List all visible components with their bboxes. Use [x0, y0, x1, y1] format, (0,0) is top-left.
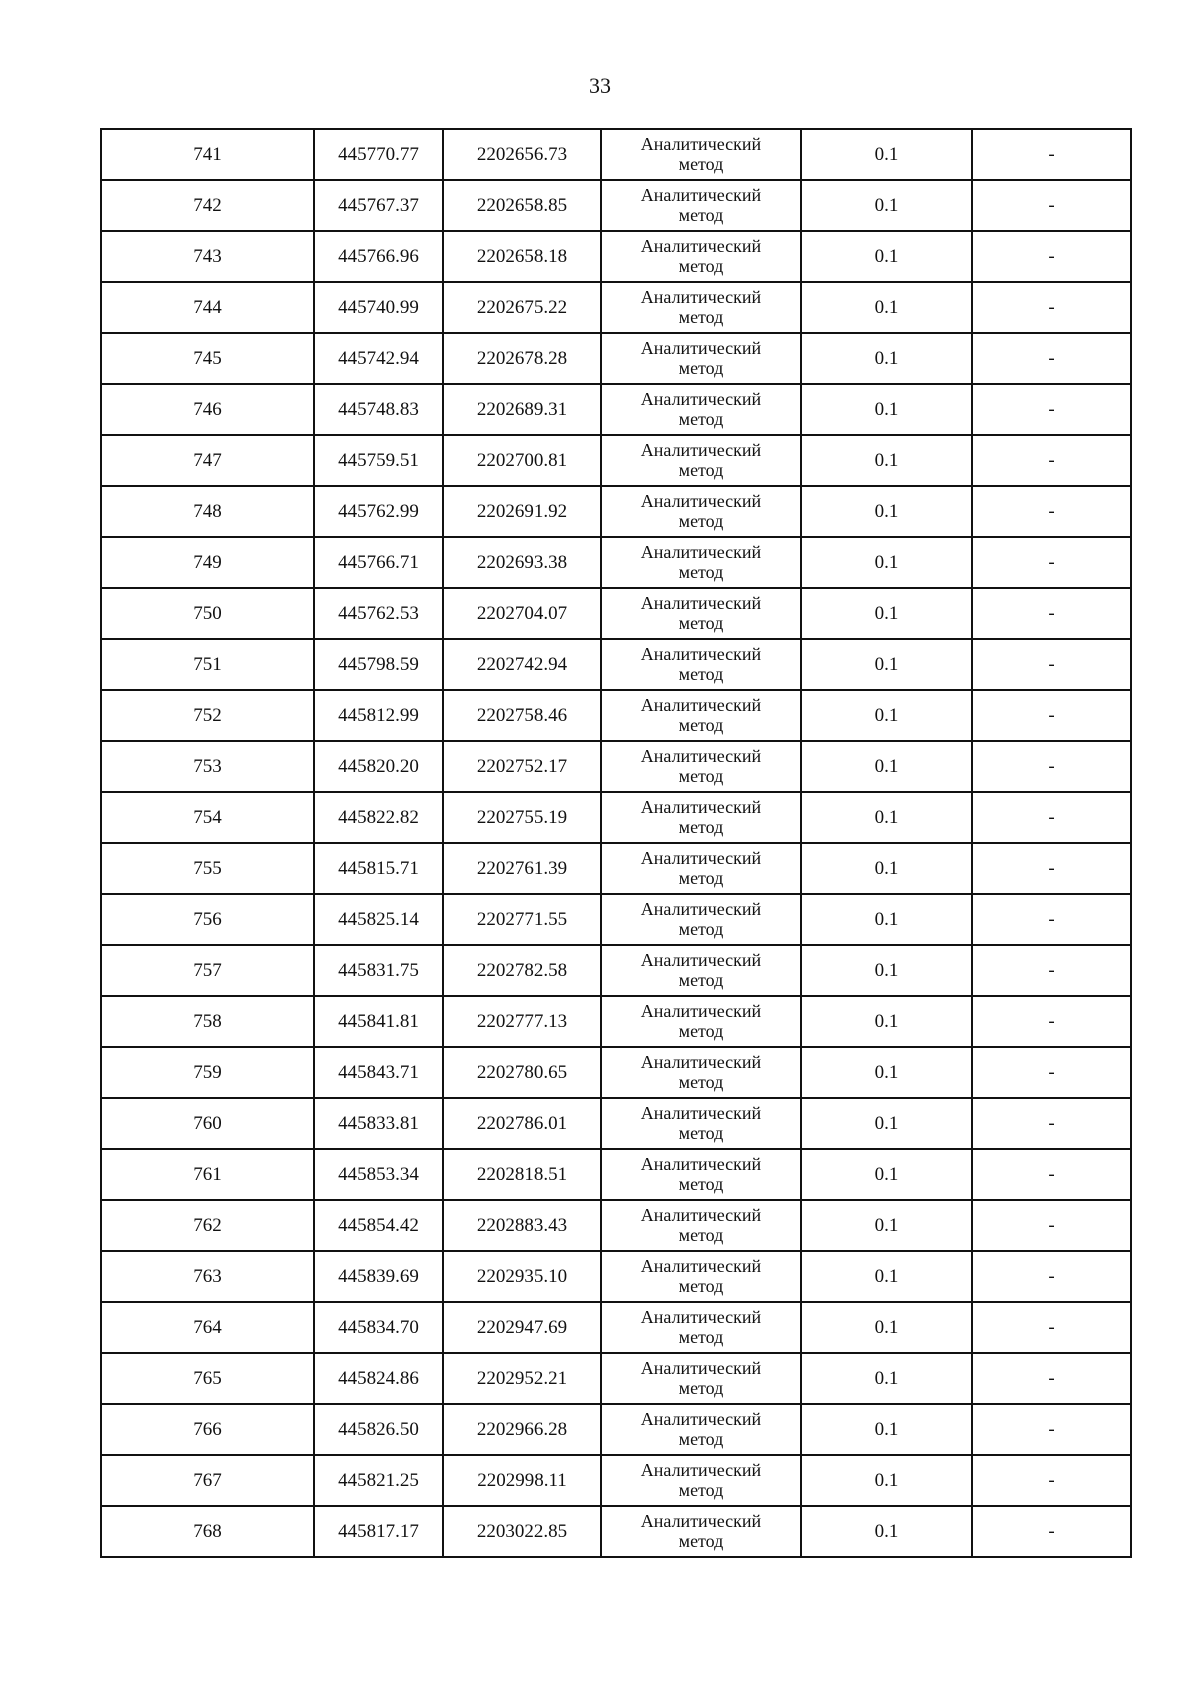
note-cell: - [972, 1353, 1131, 1404]
method-line-1: Аналитический [640, 1153, 762, 1174]
method-line-2: метод [678, 306, 724, 327]
x-coordinate-cell: 445831.75 [314, 945, 443, 996]
accuracy-cell: 0.1 [801, 1098, 972, 1149]
point-number-cell: 757 [101, 945, 314, 996]
page-number: 33 [589, 73, 611, 98]
y-coordinate-cell: 2202755.19 [443, 792, 601, 843]
method-line-2: метод [678, 1530, 724, 1551]
x-coordinate-cell: 445762.53 [314, 588, 443, 639]
x-coordinate-cell: 445766.96 [314, 231, 443, 282]
note-cell: - [972, 894, 1131, 945]
y-coordinate-cell: 2202689.31 [443, 384, 601, 435]
table-row [101, 1047, 1131, 1098]
accuracy-cell: 0.1 [801, 741, 972, 792]
accuracy-cell: 0.1 [801, 1404, 972, 1455]
x-coordinate-cell: 445798.59 [314, 639, 443, 690]
method-cell [601, 129, 801, 180]
table-row [101, 945, 1131, 996]
method-line-2: метод [678, 1224, 724, 1245]
point-number-cell: 763 [101, 1251, 314, 1302]
method-cell [601, 1353, 801, 1404]
note-cell: - [972, 333, 1131, 384]
method-line-1: Аналитический [640, 1306, 762, 1327]
note-cell: - [972, 1404, 1131, 1455]
method-line-1: Аналитический [640, 643, 762, 664]
note-cell: - [972, 1302, 1131, 1353]
table-row [101, 588, 1131, 639]
note-cell: - [972, 1149, 1131, 1200]
accuracy-cell: 0.1 [801, 435, 972, 486]
y-coordinate-cell: 2202777.13 [443, 996, 601, 1047]
accuracy-cell: 0.1 [801, 843, 972, 894]
accuracy-cell: 0.1 [801, 588, 972, 639]
method-line-1: Аналитический [640, 796, 762, 817]
table-row [101, 282, 1131, 333]
method-cell [601, 843, 801, 894]
table-row [101, 792, 1131, 843]
note-cell: - [972, 282, 1131, 333]
note-cell: - [972, 945, 1131, 996]
note-cell: - [972, 1506, 1131, 1557]
method-line-1: Аналитический [640, 1204, 762, 1225]
method-line-2: метод [678, 1122, 724, 1143]
accuracy-cell: 0.1 [801, 282, 972, 333]
x-coordinate-cell: 445841.81 [314, 996, 443, 1047]
accuracy-cell: 0.1 [801, 792, 972, 843]
y-coordinate-cell: 2202780.65 [443, 1047, 601, 1098]
method-line-2: метод [678, 867, 724, 888]
y-coordinate-cell: 2202786.01 [443, 1098, 601, 1149]
point-number-cell: 746 [101, 384, 314, 435]
method-line-2: метод [678, 1020, 724, 1041]
x-coordinate-cell: 445833.81 [314, 1098, 443, 1149]
method-line-2: метод [678, 1479, 724, 1500]
y-coordinate-cell: 2202691.92 [443, 486, 601, 537]
y-coordinate-cell: 2202678.28 [443, 333, 601, 384]
table-row [101, 741, 1131, 792]
method-line-2: метод [678, 153, 724, 174]
point-number-cell: 745 [101, 333, 314, 384]
x-coordinate-cell: 445826.50 [314, 1404, 443, 1455]
y-coordinate-cell: 2203022.85 [443, 1506, 601, 1557]
accuracy-cell: 0.1 [801, 996, 972, 1047]
note-cell: - [972, 1455, 1131, 1506]
point-number-cell: 750 [101, 588, 314, 639]
y-coordinate-cell: 2202952.21 [443, 1353, 601, 1404]
point-number-cell: 751 [101, 639, 314, 690]
method-cell [601, 1455, 801, 1506]
table-row [101, 180, 1131, 231]
accuracy-cell: 0.1 [801, 639, 972, 690]
method-line-1: Аналитический [640, 490, 762, 511]
x-coordinate-cell: 445824.86 [314, 1353, 443, 1404]
method-cell [601, 639, 801, 690]
method-line-2: метод [678, 714, 724, 735]
y-coordinate-cell: 2202883.43 [443, 1200, 601, 1251]
method-line-1: Аналитический [640, 1051, 762, 1072]
accuracy-cell: 0.1 [801, 486, 972, 537]
method-line-2: метод [678, 969, 724, 990]
method-cell [601, 486, 801, 537]
y-coordinate-cell: 2202782.58 [443, 945, 601, 996]
x-coordinate-cell: 445742.94 [314, 333, 443, 384]
point-number-cell: 741 [101, 129, 314, 180]
method-line-1: Аналитический [640, 1510, 762, 1531]
table-row [101, 1353, 1131, 1404]
note-cell: - [972, 129, 1131, 180]
x-coordinate-cell: 445822.82 [314, 792, 443, 843]
point-number-cell: 756 [101, 894, 314, 945]
note-cell: - [972, 1047, 1131, 1098]
x-coordinate-cell: 445812.99 [314, 690, 443, 741]
method-line-2: метод [678, 612, 724, 633]
table-row [101, 486, 1131, 537]
table-row [101, 639, 1131, 690]
method-line-2: метод [678, 510, 724, 531]
method-cell [601, 1404, 801, 1455]
method-cell [601, 690, 801, 741]
y-coordinate-cell: 2202758.46 [443, 690, 601, 741]
method-cell [601, 1098, 801, 1149]
x-coordinate-cell: 445759.51 [314, 435, 443, 486]
note-cell: - [972, 639, 1131, 690]
method-line-1: Аналитический [640, 184, 762, 205]
accuracy-cell: 0.1 [801, 537, 972, 588]
accuracy-cell: 0.1 [801, 945, 972, 996]
method-cell [601, 792, 801, 843]
method-line-1: Аналитический [640, 745, 762, 766]
y-coordinate-cell: 2202658.85 [443, 180, 601, 231]
x-coordinate-cell: 445740.99 [314, 282, 443, 333]
table-row [101, 1506, 1131, 1557]
method-line-1: Аналитический [640, 1000, 762, 1021]
x-coordinate-cell: 445762.99 [314, 486, 443, 537]
y-coordinate-cell: 2202704.07 [443, 588, 601, 639]
method-line-2: метод [678, 918, 724, 939]
note-cell: - [972, 537, 1131, 588]
method-line-1: Аналитический [640, 1102, 762, 1123]
table-row [101, 333, 1131, 384]
y-coordinate-cell: 2202675.22 [443, 282, 601, 333]
y-coordinate-cell: 2202656.73 [443, 129, 601, 180]
accuracy-cell: 0.1 [801, 180, 972, 231]
accuracy-cell: 0.1 [801, 1047, 972, 1098]
note-cell: - [972, 180, 1131, 231]
method-cell [601, 180, 801, 231]
note-cell: - [972, 1098, 1131, 1149]
table-body [101, 129, 1131, 1557]
method-cell [601, 945, 801, 996]
method-line-2: метод [678, 663, 724, 684]
table-row [101, 690, 1131, 741]
accuracy-cell: 0.1 [801, 1353, 972, 1404]
point-number-cell: 743 [101, 231, 314, 282]
point-number-cell: 762 [101, 1200, 314, 1251]
x-coordinate-cell: 445821.25 [314, 1455, 443, 1506]
accuracy-cell: 0.1 [801, 1251, 972, 1302]
method-line-1: Аналитический [640, 592, 762, 613]
table-row [101, 996, 1131, 1047]
method-cell [601, 282, 801, 333]
method-cell [601, 588, 801, 639]
method-cell [601, 384, 801, 435]
x-coordinate-cell: 445815.71 [314, 843, 443, 894]
y-coordinate-cell: 2202818.51 [443, 1149, 601, 1200]
accuracy-cell: 0.1 [801, 1455, 972, 1506]
method-line-2: метод [678, 1071, 724, 1092]
method-cell [601, 1506, 801, 1557]
point-number-cell: 760 [101, 1098, 314, 1149]
method-cell [601, 435, 801, 486]
x-coordinate-cell: 445817.17 [314, 1506, 443, 1557]
method-cell [601, 1200, 801, 1251]
point-number-cell: 754 [101, 792, 314, 843]
table-row [101, 1200, 1131, 1251]
note-cell: - [972, 690, 1131, 741]
x-coordinate-cell: 445853.34 [314, 1149, 443, 1200]
method-line-2: метод [678, 459, 724, 480]
accuracy-cell: 0.1 [801, 231, 972, 282]
accuracy-cell: 0.1 [801, 690, 972, 741]
method-line-1: Аналитический [640, 1408, 762, 1429]
method-line-2: метод [678, 1275, 724, 1296]
point-number-cell: 758 [101, 996, 314, 1047]
point-number-cell: 747 [101, 435, 314, 486]
note-cell: - [972, 792, 1131, 843]
table-row [101, 894, 1131, 945]
method-cell [601, 1149, 801, 1200]
point-number-cell: 744 [101, 282, 314, 333]
method-line-2: метод [678, 1326, 724, 1347]
method-line-1: Аналитический [640, 898, 762, 919]
point-number-cell: 742 [101, 180, 314, 231]
method-line-1: Аналитический [640, 694, 762, 715]
x-coordinate-cell: 445767.37 [314, 180, 443, 231]
method-cell [601, 1302, 801, 1353]
x-coordinate-cell: 445766.71 [314, 537, 443, 588]
y-coordinate-cell: 2202998.11 [443, 1455, 601, 1506]
table-row [101, 1404, 1131, 1455]
y-coordinate-cell: 2202935.10 [443, 1251, 601, 1302]
point-number-cell: 767 [101, 1455, 314, 1506]
point-number-cell: 765 [101, 1353, 314, 1404]
y-coordinate-cell: 2202752.17 [443, 741, 601, 792]
accuracy-cell: 0.1 [801, 894, 972, 945]
note-cell: - [972, 1200, 1131, 1251]
table-row [101, 1098, 1131, 1149]
y-coordinate-cell: 2202761.39 [443, 843, 601, 894]
point-number-cell: 759 [101, 1047, 314, 1098]
method-line-1: Аналитический [640, 541, 762, 562]
accuracy-cell: 0.1 [801, 1200, 972, 1251]
note-cell: - [972, 741, 1131, 792]
method-line-2: метод [678, 1428, 724, 1449]
method-cell [601, 333, 801, 384]
coordinates-table [100, 128, 1132, 1558]
table-row [101, 129, 1131, 180]
x-coordinate-cell: 445748.83 [314, 384, 443, 435]
y-coordinate-cell: 2202966.28 [443, 1404, 601, 1455]
x-coordinate-cell: 445820.20 [314, 741, 443, 792]
y-coordinate-cell: 2202700.81 [443, 435, 601, 486]
x-coordinate-cell: 445834.70 [314, 1302, 443, 1353]
method-line-1: Аналитический [640, 1459, 762, 1480]
point-number-cell: 755 [101, 843, 314, 894]
method-line-2: метод [678, 765, 724, 786]
method-cell [601, 537, 801, 588]
y-coordinate-cell: 2202658.18 [443, 231, 601, 282]
table-row [101, 1302, 1131, 1353]
y-coordinate-cell: 2202771.55 [443, 894, 601, 945]
table-row [101, 1149, 1131, 1200]
accuracy-cell: 0.1 [801, 1506, 972, 1557]
accuracy-cell: 0.1 [801, 129, 972, 180]
note-cell: - [972, 384, 1131, 435]
note-cell: - [972, 1251, 1131, 1302]
note-cell: - [972, 231, 1131, 282]
table-row [101, 1251, 1131, 1302]
point-number-cell: 753 [101, 741, 314, 792]
y-coordinate-cell: 2202742.94 [443, 639, 601, 690]
x-coordinate-cell: 445770.77 [314, 129, 443, 180]
accuracy-cell: 0.1 [801, 1149, 972, 1200]
method-cell [601, 1047, 801, 1098]
method-line-1: Аналитический [640, 439, 762, 460]
note-cell: - [972, 843, 1131, 894]
note-cell: - [972, 435, 1131, 486]
table-row [101, 231, 1131, 282]
point-number-cell: 752 [101, 690, 314, 741]
y-coordinate-cell: 2202693.38 [443, 537, 601, 588]
method-line-1: Аналитический [640, 133, 762, 154]
method-line-2: метод [678, 357, 724, 378]
note-cell: - [972, 996, 1131, 1047]
method-line-1: Аналитический [640, 1357, 762, 1378]
method-line-1: Аналитический [640, 388, 762, 409]
y-coordinate-cell: 2202947.69 [443, 1302, 601, 1353]
x-coordinate-cell: 445854.42 [314, 1200, 443, 1251]
accuracy-cell: 0.1 [801, 333, 972, 384]
table-row [101, 384, 1131, 435]
method-line-2: метод [678, 1377, 724, 1398]
method-line-2: метод [678, 204, 724, 225]
method-cell [601, 996, 801, 1047]
accuracy-cell: 0.1 [801, 384, 972, 435]
x-coordinate-cell: 445825.14 [314, 894, 443, 945]
method-line-2: метод [678, 1173, 724, 1194]
method-line-1: Аналитический [640, 337, 762, 358]
table-row [101, 435, 1131, 486]
method-cell [601, 231, 801, 282]
method-line-2: метод [678, 561, 724, 582]
method-line-1: Аналитический [640, 847, 762, 868]
point-number-cell: 766 [101, 1404, 314, 1455]
accuracy-cell: 0.1 [801, 1302, 972, 1353]
method-line-1: Аналитический [640, 286, 762, 307]
point-number-cell: 768 [101, 1506, 314, 1557]
method-line-1: Аналитический [640, 1255, 762, 1276]
table-row [101, 537, 1131, 588]
table-row [101, 843, 1131, 894]
method-line-2: метод [678, 408, 724, 429]
method-line-2: метод [678, 255, 724, 276]
table-row [101, 1455, 1131, 1506]
x-coordinate-cell: 445839.69 [314, 1251, 443, 1302]
method-cell [601, 894, 801, 945]
x-coordinate-cell: 445843.71 [314, 1047, 443, 1098]
note-cell: - [972, 588, 1131, 639]
point-number-cell: 764 [101, 1302, 314, 1353]
note-cell: - [972, 486, 1131, 537]
method-cell [601, 741, 801, 792]
method-cell [601, 1251, 801, 1302]
point-number-cell: 748 [101, 486, 314, 537]
method-line-1: Аналитический [640, 949, 762, 970]
point-number-cell: 749 [101, 537, 314, 588]
method-line-1: Аналитический [640, 235, 762, 256]
point-number-cell: 761 [101, 1149, 314, 1200]
method-line-2: метод [678, 816, 724, 837]
